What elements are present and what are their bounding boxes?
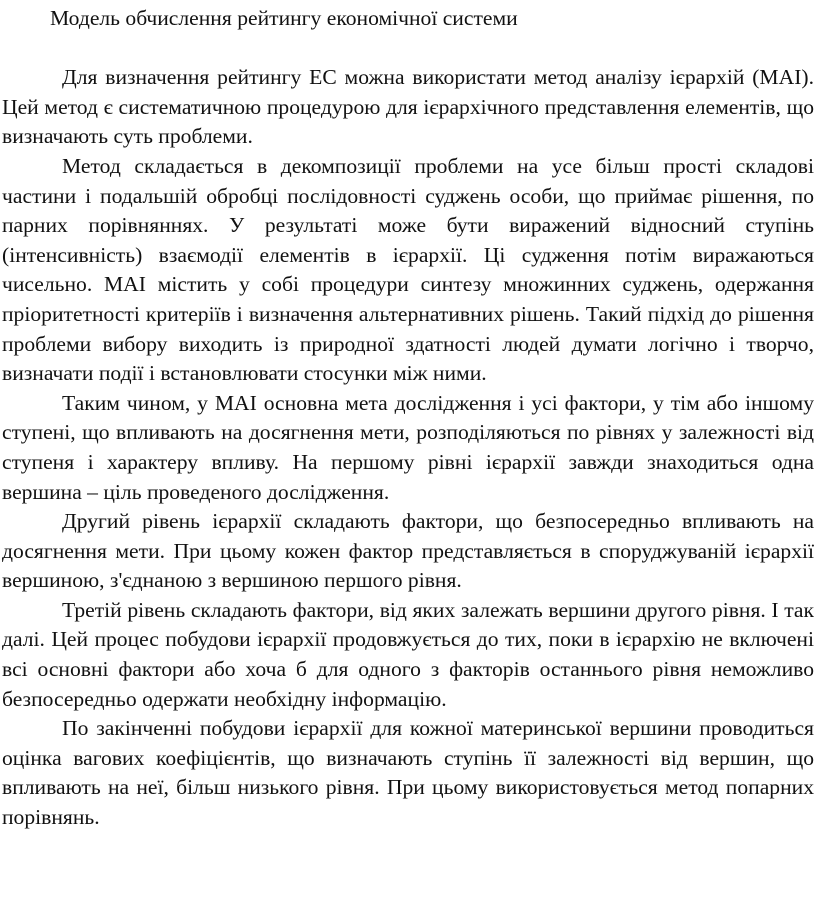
paragraph-5: Третій рівень складають фактори, від яких залежать вершини другого рівня. І так далі. Цей процес побудови ієрархії продовжується до тих, поки в ієрархію не включені всі основні фактори або хоча б для одного з факторів останнього рівня неможливо безпосередньо одержати необхідну інформацію. (2, 597, 814, 711)
document-title: Модель обчислення рейтингу економічної системи (50, 6, 518, 30)
paragraph-2: Метод складається в декомпозиції проблеми на усе більш прості складові частини і подальшій обробці послідовності суджень особи, що приймає рішення, по парних порівняннях. У результаті може бути виражений відносний ступінь (інтенсивність) взаємодії елементів в ієрархії. Ці судження потім виражаються чисельно. МАІ містить у собі процедури синтезу множинних суджень, одержання пріоритетності критеріїв і визначення альтернативних рішень. Такий підхід до рішення проблеми вибору виходить із природної здатності людей думати логічно і творчо, визначати події і встановлювати стосунки між ними. (2, 153, 814, 386)
paragraph-3: Таким чином, у МАІ основна мета дослідження і усі фактори, у тім або іншому ступені, що впливають на досягнення мети, розподіляються по рівнях у залежності від ступеня і характеру впливу. На першому рівні ієрархії завжди знаходиться одна вершина – ціль проведеного дослідження. (2, 390, 814, 504)
paragraph-6: По закінченні побудови ієрархії для кожної материнської вершини проводиться оцінка вагових коефіцієнтів, що визначають ступінь її залежності від вершин, що впливають на неї, більш низького рівня. При цьому використовується метод попарних порівнянь. (2, 716, 814, 830)
blank-line (2, 34, 814, 64)
paragraph-1: Для визначення рейтингу ЕС можна використати метод аналізу ієрархій (МАІ). Цей метод є систематичною процедурою для ієрархічного представлення елементів, що визначають суть проблеми. (2, 65, 814, 149)
paragraph-4: Другий рівень ієрархії складають фактори, що безпосередньо впливають на досягнення мети. При цьому кожен фактор представляється в споруджуваній ієрархії вершиною, з'єднаною з вершиною першого рівня. (2, 509, 814, 593)
